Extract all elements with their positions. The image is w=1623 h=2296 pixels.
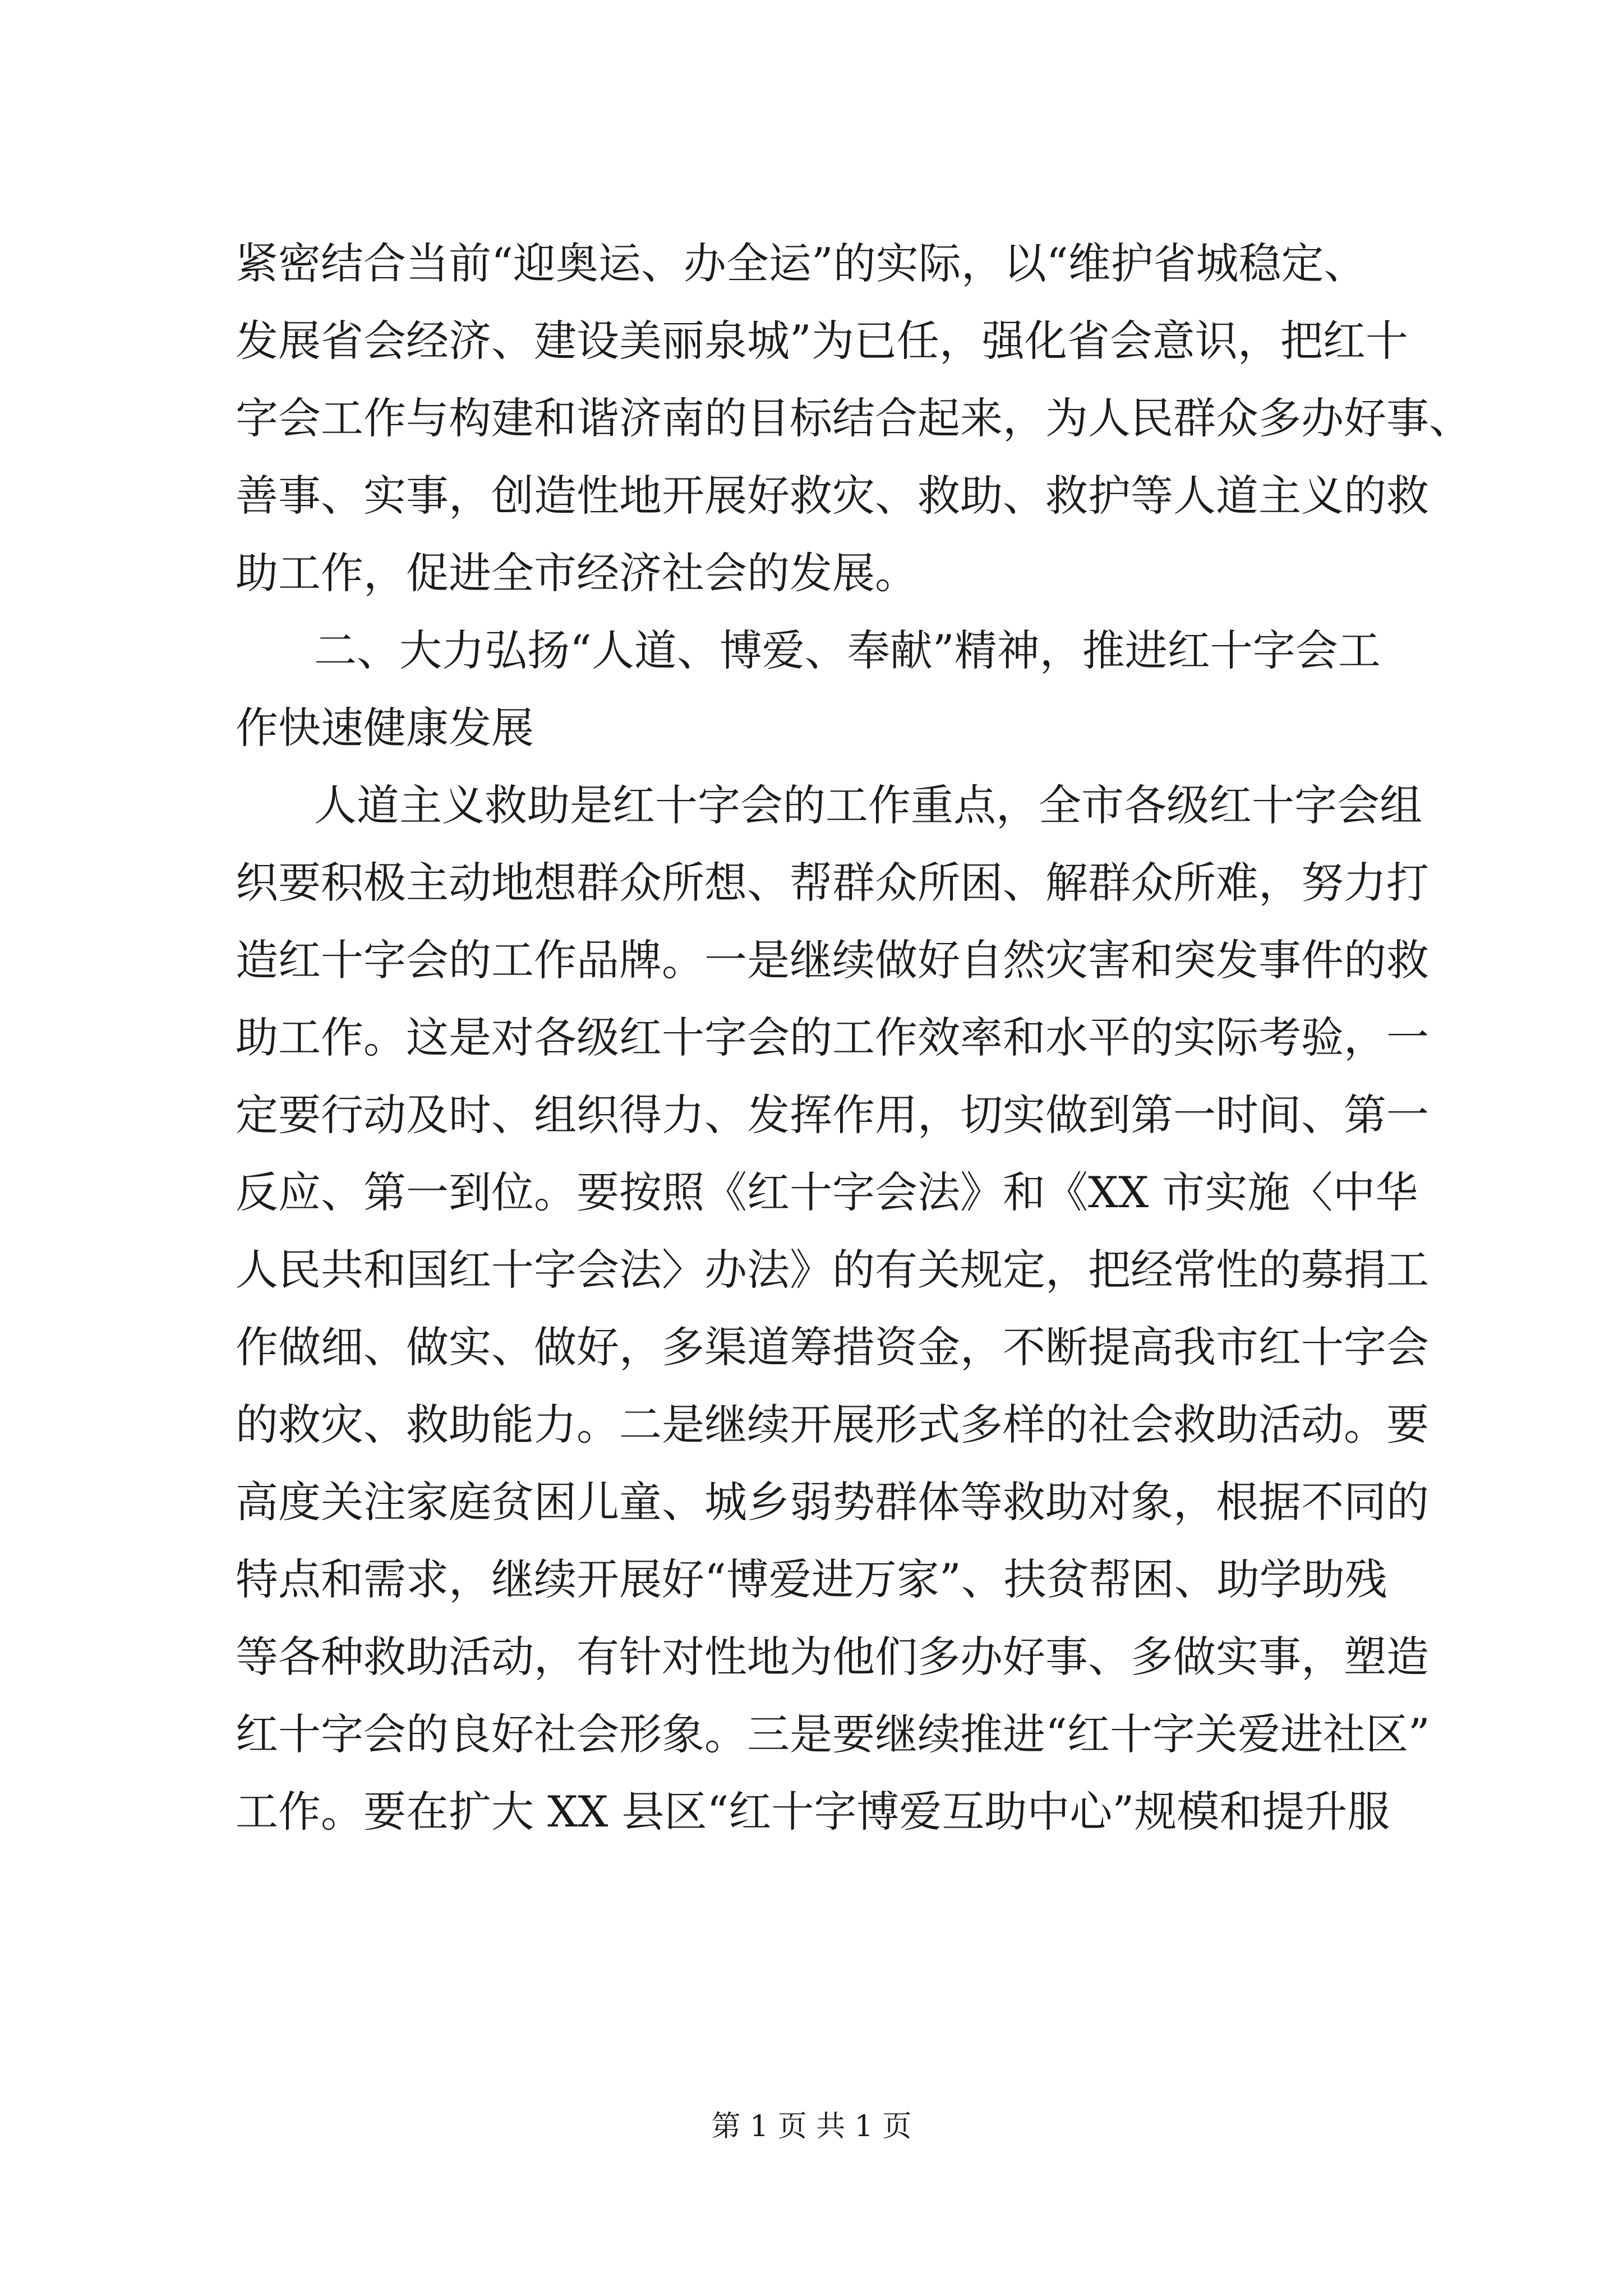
text-line: 助工作，促进全市经济社会的发展。 — [236, 548, 917, 598]
text-line: 助工作。这是对各级红十字会的工作效率和水平的实际考验，一 — [236, 1013, 1429, 1062]
text-line: 字会工作与构建和谐济南的目标结合起来，为人民群众多办好事、 — [236, 393, 1472, 443]
text-line: 的救灾、救助能力。二是继续开展形式多样的社会救助活动。要 — [236, 1400, 1429, 1450]
text-line: 高度关注家庭贫困儿童、城乡弱势群体等救助对象，根据不同的 — [236, 1477, 1429, 1527]
section-heading-continued: 作快速健康发展 — [236, 703, 534, 753]
text-line: 织要积极主动地想群众所想、帮群众所困、解群众所难，努力打 — [236, 858, 1429, 908]
text-line: 造红十字会的工作品牌。一是继续做好自然灾害和突发事件的救 — [236, 935, 1429, 985]
text-line: 工作。要在扩大 XX 县区“红十字博爱互助中心”规模和提升服 — [236, 1787, 1390, 1837]
text-line: 发展省会经济、建设美丽泉城”为已任，强化省会意识，把红十 — [236, 316, 1408, 366]
text-line: 红十字会的良好社会形象。三是要继续推进“红十字关爱进社区” — [236, 1709, 1430, 1759]
text-line: 紧密结合当前“迎奥运、办全运”的实际，以“维护省城稳定、 — [236, 238, 1367, 288]
page-footer: 第 1 页 共 1 页 — [711, 2110, 912, 2143]
text-line: 人道主义救助是红十字会的工作重点，全市各级红十字会组 — [314, 780, 1422, 830]
text-line: 作做细、做实、做好，多渠道筹措资金，不断提高我市红十字会 — [236, 1322, 1429, 1372]
text-line: 反应、第一到位。要按照《红十字会法》和《XX 市实施〈中华 — [236, 1167, 1418, 1217]
text-line: 人民共和国红十字会法〉办法》的有关规定，把经常性的募捐工 — [236, 1245, 1429, 1295]
text-line: 特点和需求，继续开展好“博爱进万家”、扶贫帮困、助学助残 — [236, 1554, 1387, 1604]
text-line: 等各种救助活动，有针对性地为他们多办好事、多做实事，塑造 — [236, 1632, 1429, 1682]
text-line: 定要行动及时、组织得力、发挥作用，切实做到第一时间、第一 — [236, 1090, 1429, 1140]
text-line: 善事、实事，创造性地开展好救灾、救助、救护等人道主义的救 — [236, 471, 1429, 521]
section-heading: 二、大力弘扬“人道、博爱、奉献”精神，推进红十字会工 — [314, 625, 1381, 675]
